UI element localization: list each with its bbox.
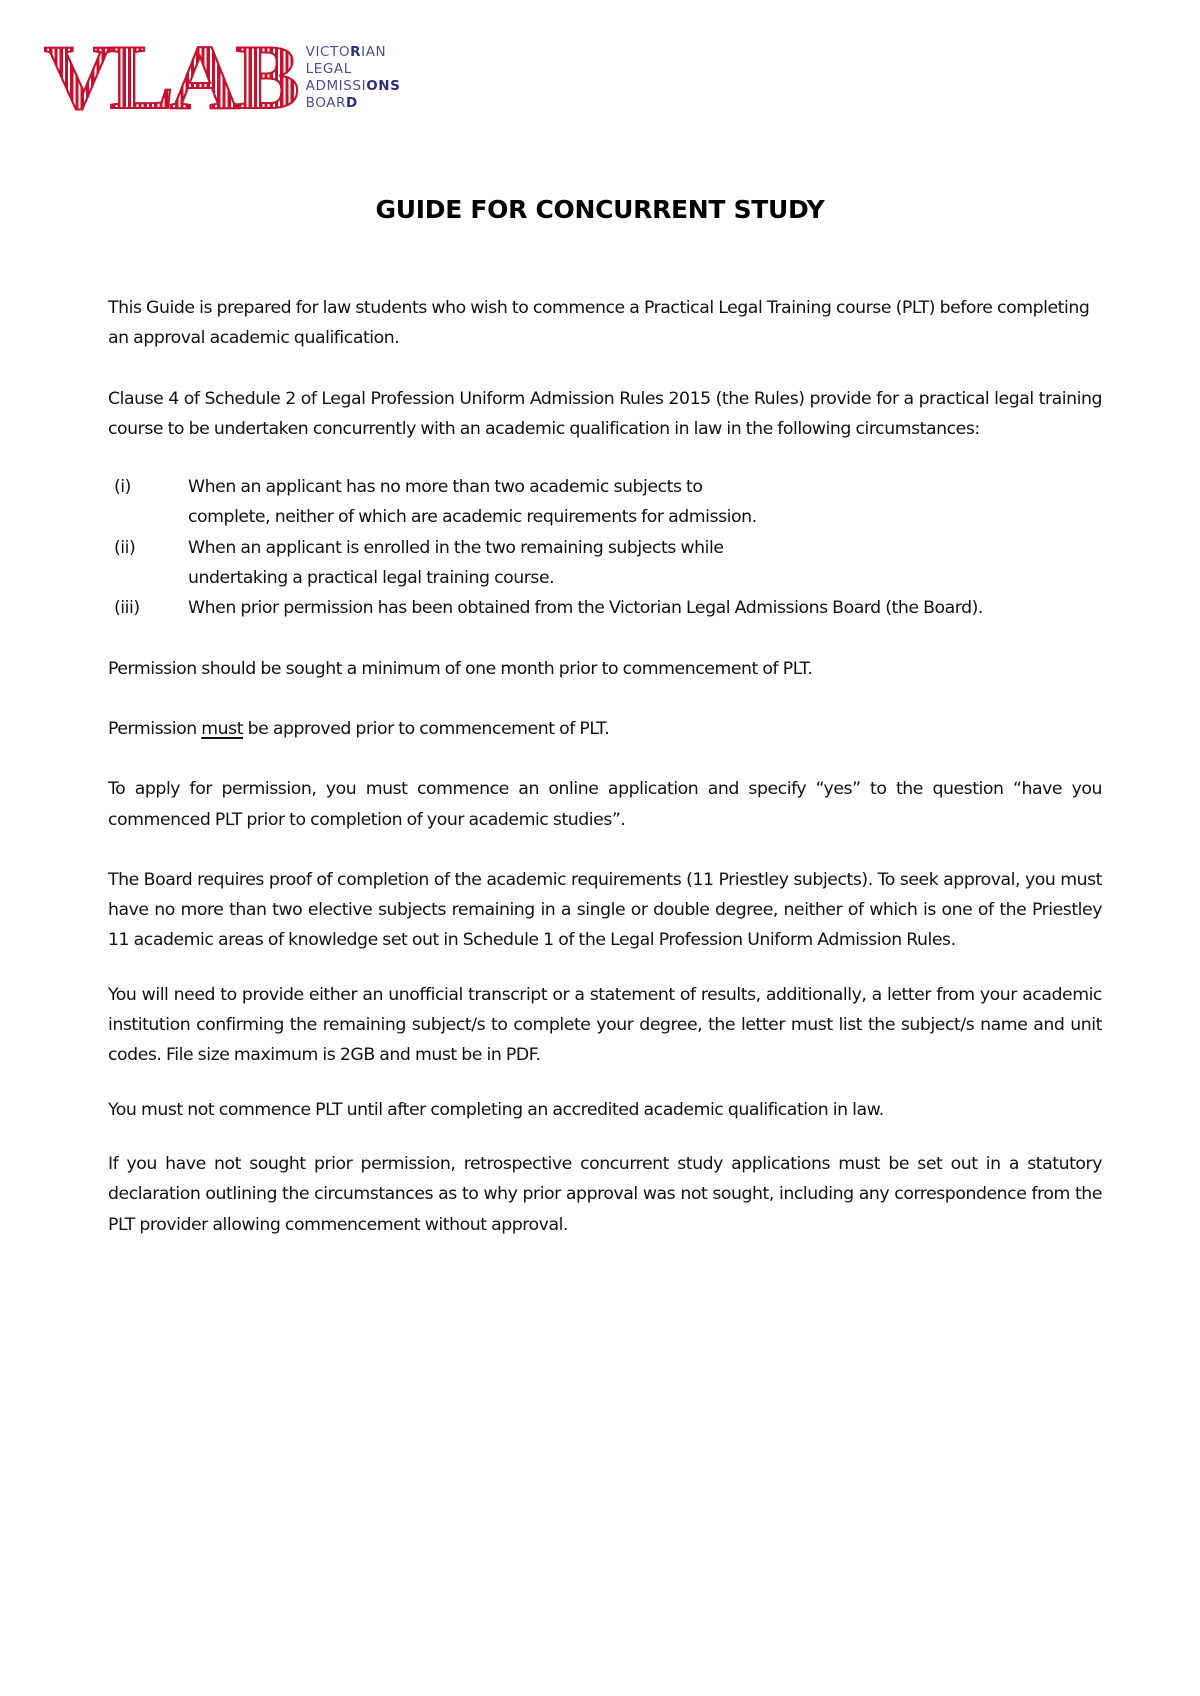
circumstances-list bbox=[108, 472, 1102, 623]
must-not-paragraph: You must not commence PLT until after completing an accredited academic qualification in law. bbox=[108, 1099, 884, 1120]
documents-paragraph: You will need to provide either an unofficial transcript or a statement of results, additionally, a letter from your academic institution confirming the remaining subject/s to complete your degree, the letter must list the subject/s name and unit codes. File size maximum is 2GB and must be in PDF. bbox=[108, 984, 1102, 1066]
list-item-number: (iii) bbox=[114, 598, 140, 619]
emphasis-must: must bbox=[201, 718, 244, 739]
logo-text-bold: R bbox=[350, 44, 362, 60]
logo-text-part: ADMISSI bbox=[305, 78, 367, 94]
logo-text-part: IAN bbox=[361, 44, 387, 60]
list-item-text: When an applicant has no more than two academic subjects to complete, neither of which are academic requirements for admission. bbox=[188, 477, 757, 528]
document-body bbox=[108, 293, 1102, 1270]
text-span: Permission bbox=[108, 718, 202, 739]
permission-timing-paragraph: Permission should be sought a minimum of one month prior to commencement of PLT. bbox=[108, 658, 813, 679]
vlab-logo bbox=[44, 26, 401, 128]
retrospective-paragraph: If you have not sought prior permission, retrospective concurrent study applications must be set out in a statutory declaration outlining the circumstances as to why prior approval was not sought, including any correspondence from the PLT provider allowing commencement without approval. bbox=[108, 1153, 1102, 1235]
list-item bbox=[108, 533, 1102, 594]
logo-line-victorian bbox=[306, 44, 401, 61]
proof-paragraph: The Board requires proof of completion of the academic requirements (11 Priestley subjects). To seek approval, you must have no more than two elective subjects remaining in a single or double degree, neither of which is one of the Priestley 11 academic areas of knowledge set out in Schedule 1 of the Legal Profession Uniform Admission Rules. bbox=[108, 869, 1102, 951]
text-span: be approved prior to commencement of PLT. bbox=[243, 718, 610, 739]
permission-must-paragraph bbox=[108, 714, 1102, 744]
vlab-logo-letters: VLAB bbox=[44, 26, 296, 128]
logo-text-part: BOAR bbox=[305, 95, 347, 111]
list-item bbox=[108, 472, 1102, 533]
vlab-logo-mark bbox=[44, 26, 296, 128]
list-item-text: When an applicant is enrolled in the two remaining subjects while undertaking a practical legal training course. bbox=[188, 537, 724, 589]
list-item bbox=[108, 593, 1102, 623]
apply-paragraph: To apply for permission, you must commence an online application and specify “yes” to the question “have you commenced PLT prior to completion of your academic studies”. bbox=[108, 779, 1102, 830]
document-title: GUIDE FOR CONCURRENT STUDY bbox=[375, 195, 825, 224]
logo-line-admissions bbox=[306, 78, 401, 95]
logo-line-board bbox=[306, 95, 401, 112]
logo-text-bold: D bbox=[346, 95, 358, 111]
list-item-number: (ii) bbox=[114, 537, 136, 558]
logo-text-bold: ONS bbox=[366, 78, 401, 94]
vlab-logo-wordmark bbox=[306, 44, 401, 112]
list-item-text: When prior permission has been obtained from the Victorian Legal Admissions Board (the Board). bbox=[188, 598, 983, 619]
logo-text-part: LEGAL bbox=[305, 61, 352, 77]
intro-paragraph: This Guide is prepared for law students who wish to commence a Practical Legal Training course (PLT) before completing an approval academic qualification. bbox=[108, 298, 1090, 349]
logo-line-legal bbox=[306, 61, 401, 78]
list-item-number: (i) bbox=[114, 477, 131, 498]
logo-text-part: VICTO bbox=[305, 44, 351, 60]
clause-paragraph: Clause 4 of Schedule 2 of Legal Profession Uniform Admission Rules 2015 (the Rules) provide for a practical legal training course to be undertaken concurrently with an academic qualification in law in the following circumstances: bbox=[108, 388, 1102, 439]
